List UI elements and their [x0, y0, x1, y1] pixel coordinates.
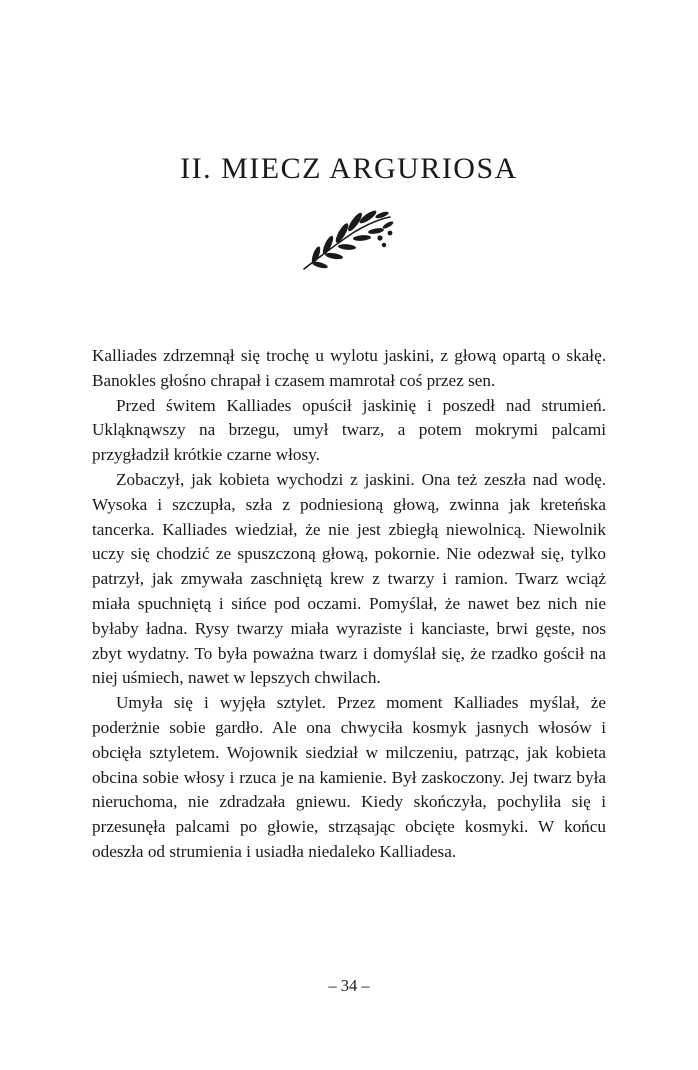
page-number: – 34 – [328, 976, 370, 995]
paragraph-4: Umyła się i wyjęła sztylet. Przez moment Kalliades myślał, że poderżnie sobie gardło. Ale ona chwyciła kosmyk jasnych włosów i obcięła sztyletem. Wojownik siedział w milczeniu, patrząc, jak kobieta obcina sobie włosy i rzuca je na kamienie. Był zaskoczony. Jej twarz była nieruchoma, nie zdradzała gniewu. Kiedy skończyła, pochyliła się i przesunęła palcami po głowie, strząsając obcięte kosmyki. W końcu odeszła od strumienia i usiadła niedaleko Kalliadesa. [92, 693, 606, 861]
chapter-title: II. MIECZ ARGURIOSA [180, 152, 518, 185]
paragraph-1: Kalliades zdrzemnął się trochę u wylotu jaskini, z głową opartą o skałę. Banokles głośno chrapał i czasem mamrotał coś przez sen. [92, 346, 606, 390]
olive-branch-icon [300, 205, 396, 273]
paragraph-2: Przed świtem Kalliades opuścił jaskinię i poszedł nad strumień. Ukląknąwszy na brzegu, umył twarz, a potem mokrymi palcami przygładził krótkie czarne włosy. [92, 395, 606, 465]
chapter-body [92, 344, 606, 865]
paragraph-3: Zobaczył, jak kobieta wychodzi z jaskini. Ona też zeszła nad wodę. Wysoka i szczupła, szła z podniesioną głową, zwinna jak kreteńska tancerka. Kalliades wiedział, że nie jest zbiegłą niewolnicą. Niewolnik uczy się chodzić ze spuszczoną głową, pokornie. Nie odezwał się, tylko patrzył, jak zmywała zaschniętą krew z twarzy i ramion. Twarz wciąż miała spuchniętą i sińce pod oczami. Pomyślał, że nawet bez nich nie byłaby ładna. Rysy twarzy miała wyraziste i kanciaste, brwi gęste, nos zbyt wydatny. To była poważna twarz i domyślał się, że rzadko gościł na niej uśmiech, nawet w lepszych chwilach. [92, 469, 606, 688]
